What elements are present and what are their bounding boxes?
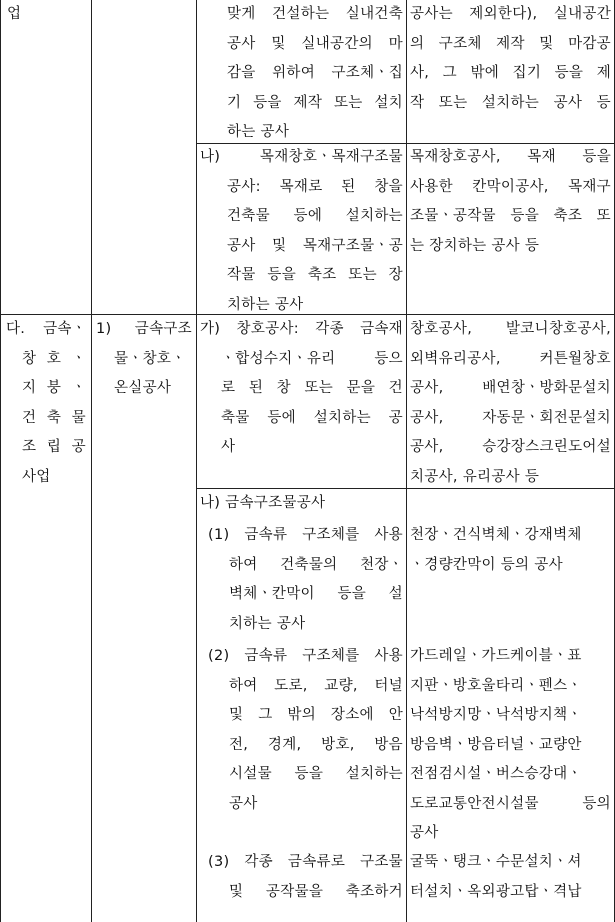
scope-text: 기 등을 제작 또는 설치 [227, 94, 403, 111]
examples-text: 창호공사, 발코니창호공사, [410, 321, 611, 337]
scope-text: 치하는 공사 [227, 296, 304, 313]
category-cell [7, 0, 87, 30]
scope-text: 감을 위하여 구조체ㆍ집 [227, 65, 403, 81]
scope-text: (1) 금속류 구조체를 사용 [208, 527, 403, 543]
examples-cell [410, 521, 611, 580]
examples-text: 치공사, 유리공사 등 [410, 468, 540, 485]
column-divider-2 [196, 0, 197, 922]
category-text: 지 붕 ㆍ [22, 380, 86, 396]
category-text: 사업 [22, 468, 51, 485]
scope-text: 치하는 공사 [229, 615, 306, 632]
examples-text: 공사, 배연창ㆍ방화문설치 [410, 380, 611, 396]
subcategory-text: 1) 금속구조 [96, 321, 192, 337]
scope-text: 맞게 건설하는 실내건축 [227, 6, 403, 22]
subcategory-cell [96, 315, 192, 345]
scope-cell [227, 0, 403, 148]
scope-cell [200, 315, 403, 345]
examples-text: 방음벽ㆍ방음터널ㆍ교량안 [410, 736, 582, 753]
scope-text: 시설물 등을 설치하는 [229, 766, 403, 782]
scope-text: 및 그 밖의 장소에 안 [229, 707, 403, 723]
scope-text: (3) 각종 금속류로 구조물 [208, 854, 403, 870]
category-text: 조 립 공 [22, 439, 86, 455]
category-cell [6, 315, 86, 345]
scope-text: ㆍ합성수지ㆍ유리 등으 [221, 350, 403, 367]
examples-text: 터설치ㆍ옥외광고탑ㆍ격납 [410, 883, 582, 900]
column-divider-3 [406, 0, 407, 922]
scope-cell [200, 143, 403, 173]
examples-text: 공사, 승강장스크린도어설 [410, 439, 611, 455]
examples-text: 가드레일ㆍ가드케이블ㆍ표 [410, 648, 582, 664]
scope-text: 공사: 목재로 된 창을 [227, 178, 403, 195]
scope-cell [229, 672, 403, 820]
examples-text: 사, 그 밖에 집기 등을 제 [410, 65, 611, 81]
scope-text: 축물 등에 설치하는 공 [221, 409, 403, 426]
examples-text: 외벽유리공사, 커튼월창호 [410, 350, 611, 367]
examples-text: 의 구조체 제작 및 마감공 [410, 35, 611, 52]
column-divider-1 [91, 0, 92, 922]
scope-cell [221, 345, 403, 463]
examples-text: 굴뚝ㆍ탱크ㆍ수문설치ㆍ셔 [410, 854, 582, 870]
examples-text: 목재창호공사, 목재 등을 [410, 149, 611, 165]
subcategory-text: 물ㆍ창호ㆍ [114, 350, 186, 367]
scope-text: 전, 경계, 방호, 방음 [229, 736, 403, 753]
subcategory-text: 온실공사 [114, 380, 172, 396]
scope-text: 로 된 창 또는 문을 건 [221, 380, 403, 396]
examples-text: 낙석방지망ㆍ낙석방지책ㆍ [410, 707, 582, 723]
category-text: 다. 금속ㆍ [6, 321, 86, 337]
examples-cell [410, 848, 611, 907]
scope-text: 하여 도로, 교량, 터널 [229, 677, 403, 694]
scope-text: 하여 건축물의 천장ㆍ [229, 556, 403, 573]
examples-cell [410, 315, 611, 492]
examples-text: 전점검시설ㆍ버스승강대ㆍ [410, 766, 582, 782]
scope-cell [200, 489, 403, 519]
scope-text: (2) 금속류 구조체를 사용 [208, 648, 403, 664]
scope-cell [208, 642, 403, 672]
scope-cell [227, 173, 403, 321]
examples-cell [410, 143, 611, 261]
category-text: 건 축 물 [22, 409, 86, 426]
examples-cell [410, 642, 611, 849]
examples-text: 천장ㆍ건식벽체ㆍ강재벽체 [410, 527, 582, 543]
scope-cell [208, 521, 403, 551]
examples-cell [410, 0, 611, 118]
examples-text: 공사 [410, 825, 439, 841]
scope-text: 및 공작물을 축조하거 [229, 883, 403, 900]
scope-text: 작물 등을 축조 또는 장 [227, 267, 403, 283]
scope-cell [208, 848, 403, 878]
category-cell [22, 345, 86, 493]
table-border-left [0, 0, 1, 922]
scope-text: 공사 및 목재구조물ㆍ공 [227, 237, 403, 254]
examples-text: 는 장치하는 공사 등 [410, 237, 540, 254]
examples-text: 지판ㆍ방호울타리ㆍ펜스ㆍ [410, 677, 582, 694]
scope-text: 벽체ㆍ칸막이 등을 설 [229, 586, 403, 602]
scope-text: 공사 [229, 795, 258, 812]
examples-text: 공사, 자동문ㆍ회전문설치 [410, 409, 611, 426]
scope-text: 하는 공사 [227, 124, 290, 140]
category-text: 창 호 ㆍ [22, 350, 86, 367]
scope-cell [229, 878, 403, 908]
examples-text: 조물ㆍ공작물 등을 축조 또 [410, 208, 611, 224]
scope-cell [229, 551, 403, 640]
scope-text: 사 [221, 439, 236, 455]
scope-text: 공사 및 실내공간의 마 [227, 35, 403, 52]
examples-text: 사용한 칸막이공사, 목재구 [410, 178, 611, 195]
category-text: 업 [7, 6, 22, 22]
examples-text: 공사는 제외한다), 실내공간 [410, 6, 611, 22]
scope-text: 나) 목재창호ㆍ목재구조물 [200, 149, 403, 165]
examples-text: ㆍ경량칸막이 등의 공사 [410, 556, 563, 573]
scope-text: 가) 창호공사: 각종 금속재 [200, 321, 403, 337]
examples-text: 도로교통안전시설물 등의 [410, 795, 611, 812]
scope-text: 건축물 등에 설치하는 [227, 208, 403, 224]
subcategory-cell [114, 345, 192, 404]
examples-text: 작 또는 설치하는 공사 등 [410, 94, 611, 111]
scope-heading: 나) 금속구조물공사 [200, 495, 326, 511]
